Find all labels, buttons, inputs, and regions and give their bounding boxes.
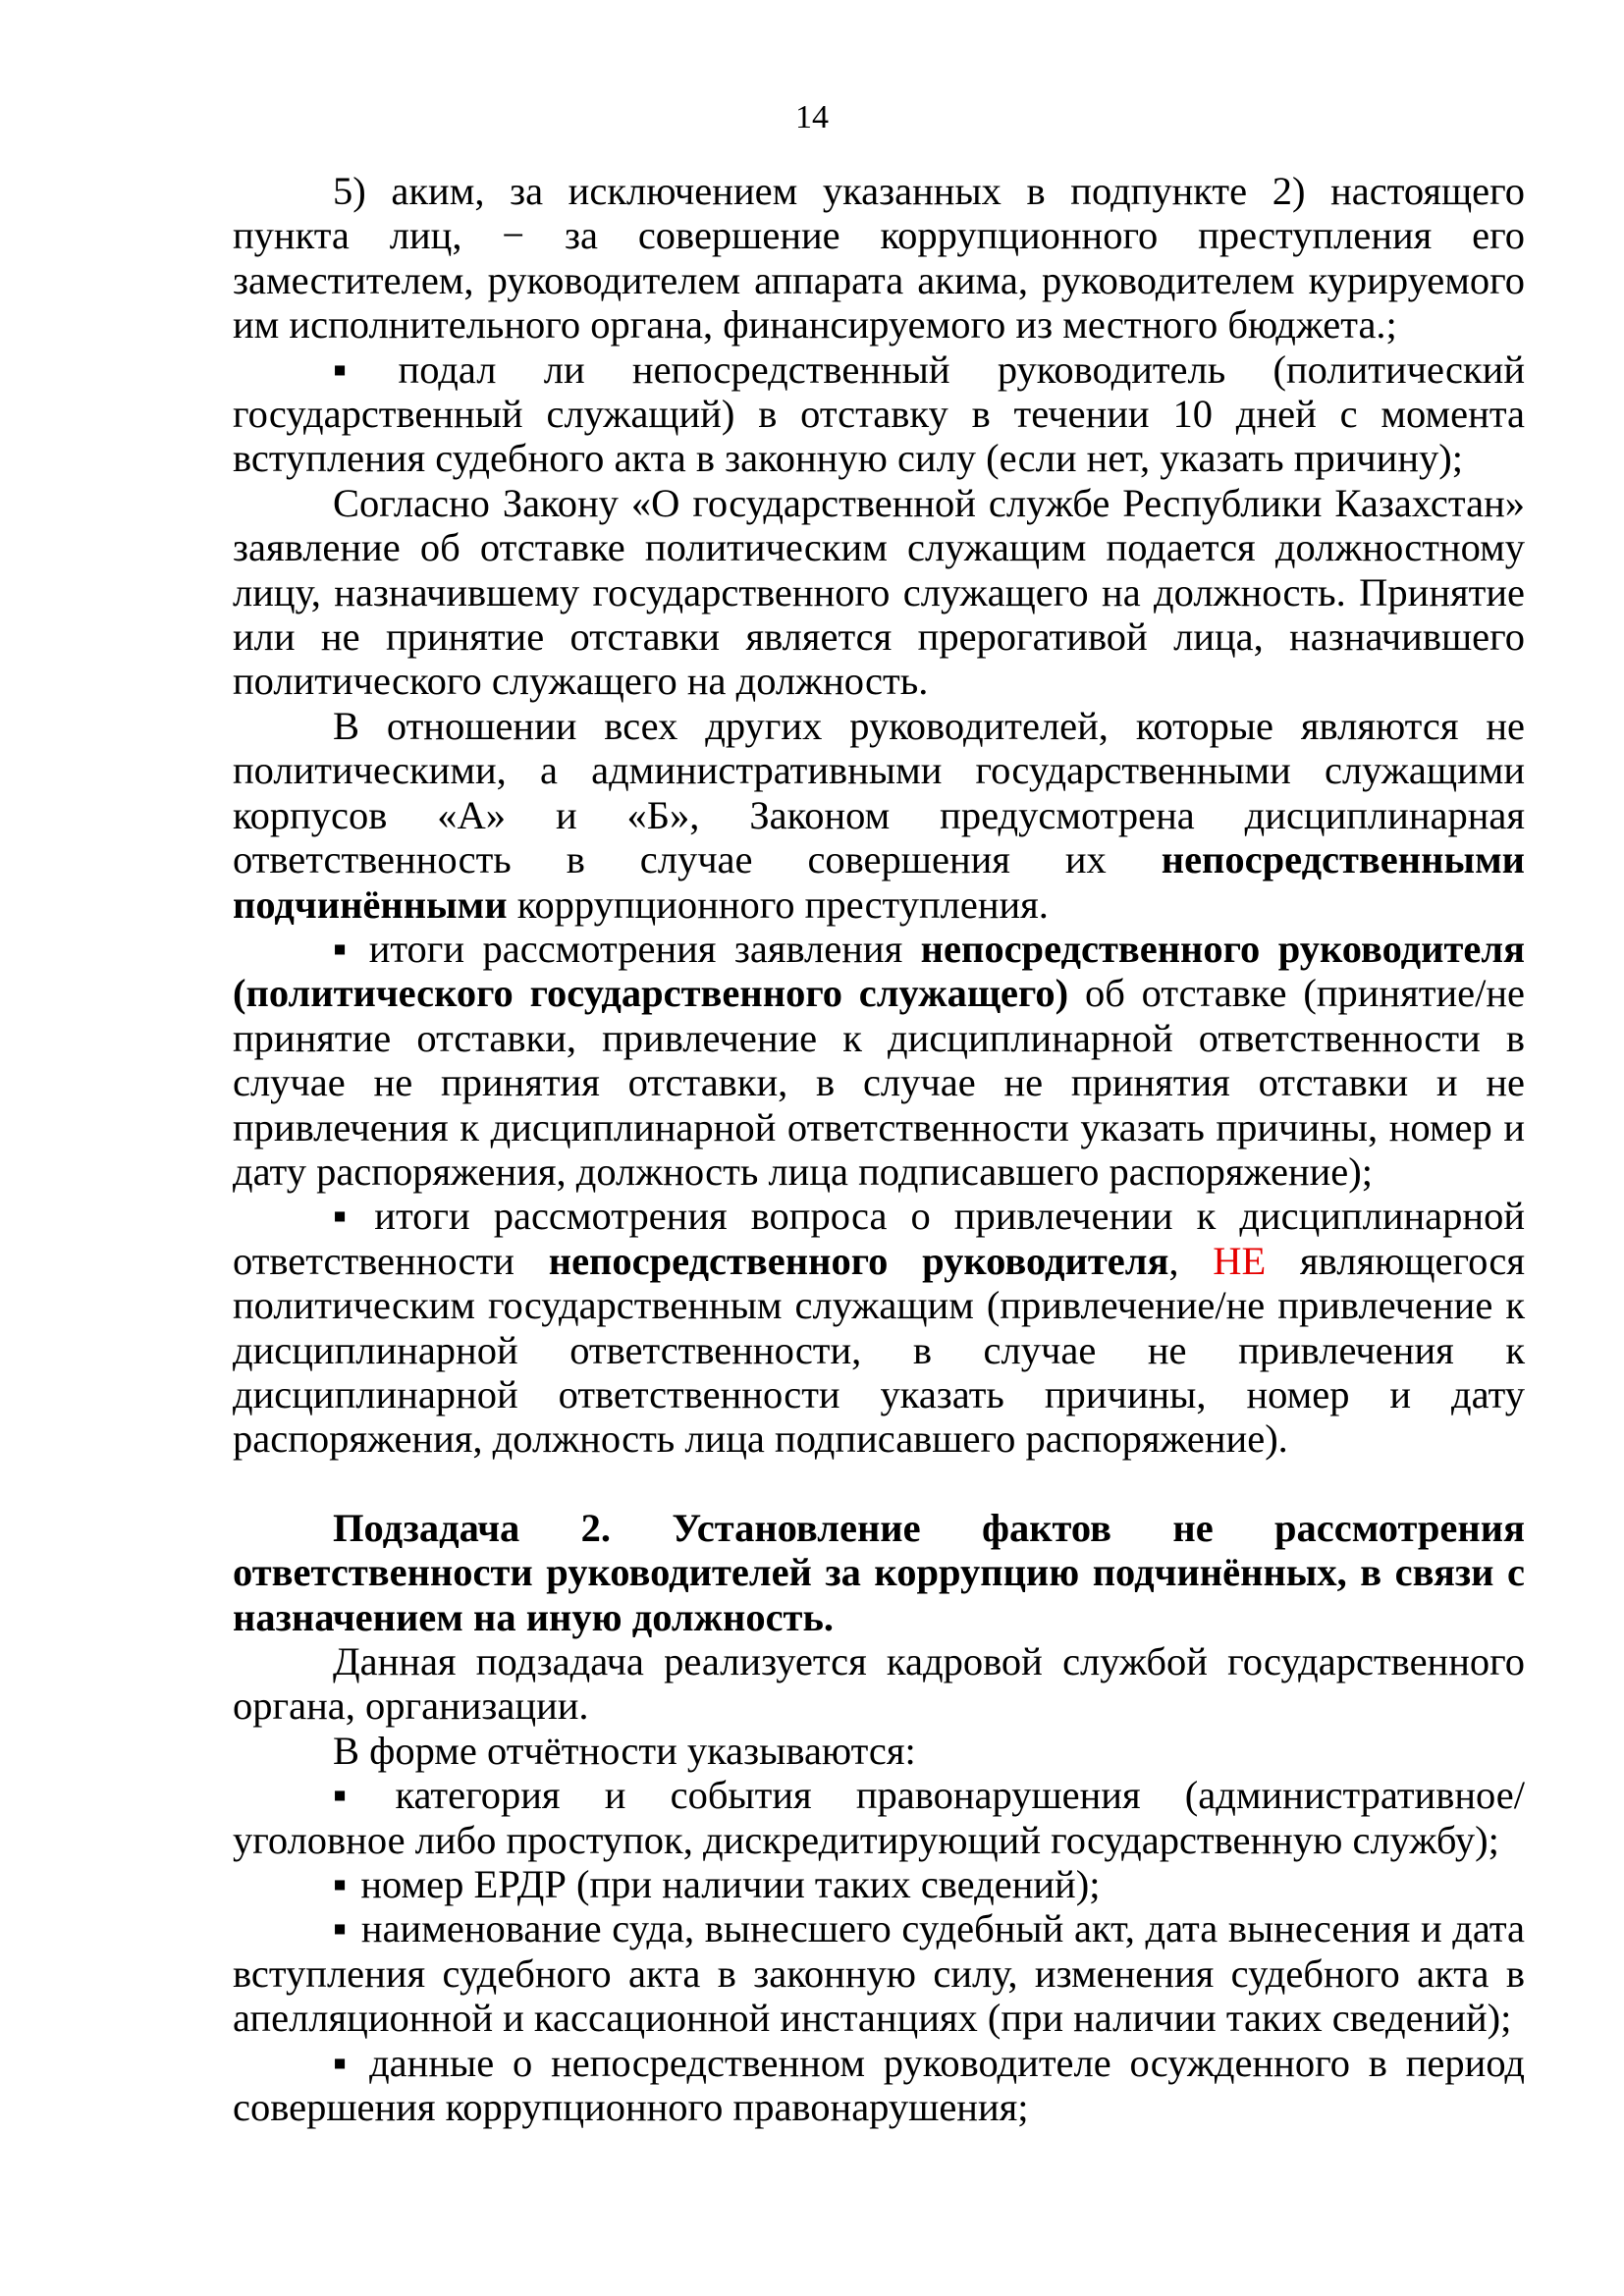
bullet-manager-data — [233, 2041, 1525, 2130]
paragraph-law-reference: Согласно Закону «О государственной службе Республики Казахстан» заявление об отставке политическим служащим подается должностному лицу, назначившему государственного служащего на должность. Принятие или не принятие отставки является прерогативой лица, назначившего политического служащего на должность. — [233, 480, 1525, 704]
bullet-marker-icon — [333, 1862, 360, 1906]
highlighted-text: НЕ — [1213, 1238, 1267, 1283]
bullet-text: номер ЕРДР (при наличии таких сведений); — [360, 1862, 1101, 1907]
page-number: 14 — [795, 99, 829, 135]
text-span: являющегося политическим государственным служащим (привлечение/не привлечение к дисциплинарной ответственности, в случае не привлечения к дисциплинарной ответственности указать причины, номер и дату распоряжения, должность лица подписавшего распоряжение). — [233, 1238, 1525, 1462]
subtask-heading — [233, 1506, 1525, 1639]
bullet-marker-icon — [333, 1906, 361, 1950]
bullet-erdr-number — [233, 1862, 1525, 1906]
bold-text: непосредственными подчинёнными — [233, 837, 1525, 927]
bullet-offense-category — [233, 1773, 1525, 1862]
paragraph-subtask-description: Данная подзадача реализуется кадровой службой государственного органа, организации. — [233, 1639, 1525, 1729]
bullet-disciplinary-results — [233, 1194, 1525, 1461]
section-spacer — [233, 1462, 1525, 1506]
bullet-marker-icon — [333, 2041, 369, 2085]
text-span: коррупционного преступления. — [507, 881, 1049, 927]
text-span: , — [1168, 1238, 1214, 1283]
bold-text: непосредственного руководителя — [548, 1238, 1169, 1283]
heading-text: Подзадача 2. Установление фактов не рассмотрения ответственности руководителей за коррупцию подчинённых, в связи с назначением на иную должность. — [233, 1505, 1525, 1639]
text-span: В отношении всех других руководителей, которые являются не политическими, а административными государственными служащими корпусов «А» и «Б», Законом предусмотрена дисциплинарная ответственность в случае совершения их — [233, 703, 1525, 882]
bullet-marker-icon — [333, 1773, 395, 1817]
bullet-text: наименование суда, вынесшего судебный акт, дата вынесения и дата вступления судебного акта в законную силу, изменения судебного акта в апелляционной и кассационной инстанциях (при наличии таких сведений); — [233, 1906, 1525, 2041]
paragraph-other-managers — [233, 704, 1525, 927]
text-span: итоги рассмотрения вопроса о привлечении к дисциплинарной ответственности — [233, 1194, 1525, 1283]
bullet-marker-icon — [333, 347, 399, 392]
bold-text: непосредственного руководителя (политического государственного служащего) — [233, 926, 1525, 1016]
bullet-marker-icon — [333, 927, 369, 971]
bullet-text: данные о непосредственном руководителе осужденного в период совершения коррупционного правонарушения; — [233, 2040, 1526, 2130]
bullet-text: подал ли непосредственный руководитель (политический государственный служащий) в отставку в течении 10 дней с момента вступления судебного акта в законную силу (если нет, указать причину); — [233, 347, 1525, 481]
bullet-resignation-results — [233, 927, 1525, 1194]
bullet-court-details — [233, 1906, 1525, 2040]
bullet-text: категория и события правонарушения (административное/уголовное либо проступок, дискредитирующий государственную службу); — [233, 1773, 1525, 1862]
text-span: итоги рассмотрения заявления — [368, 926, 921, 971]
paragraph-report-intro: В форме отчётности указываются: — [333, 1728, 916, 1773]
bullet-marker-icon — [333, 1194, 374, 1238]
document-body — [233, 169, 1525, 2129]
paragraph-akim: 5) аким, за исключением указанных в подпункте 2) настоящего пункта лиц, − за совершение коррупционного преступления его заместителем, руководителем аппарата акима, руководителем курируемого им исполнительного органа, финансируемого из местного бюджета.; — [233, 169, 1525, 347]
bullet-resignation-filed — [233, 347, 1525, 481]
text-span: об отставке (принятие/не принятие отставки, привлечение к дисциплинарной ответственности в случае не принятия отставки, в случае не принятия отставки и не привлечения к дисциплинарной ответственности указать причины, номер и дату распоряжения, должность лица подписавшего распоряжение); — [233, 971, 1525, 1194]
